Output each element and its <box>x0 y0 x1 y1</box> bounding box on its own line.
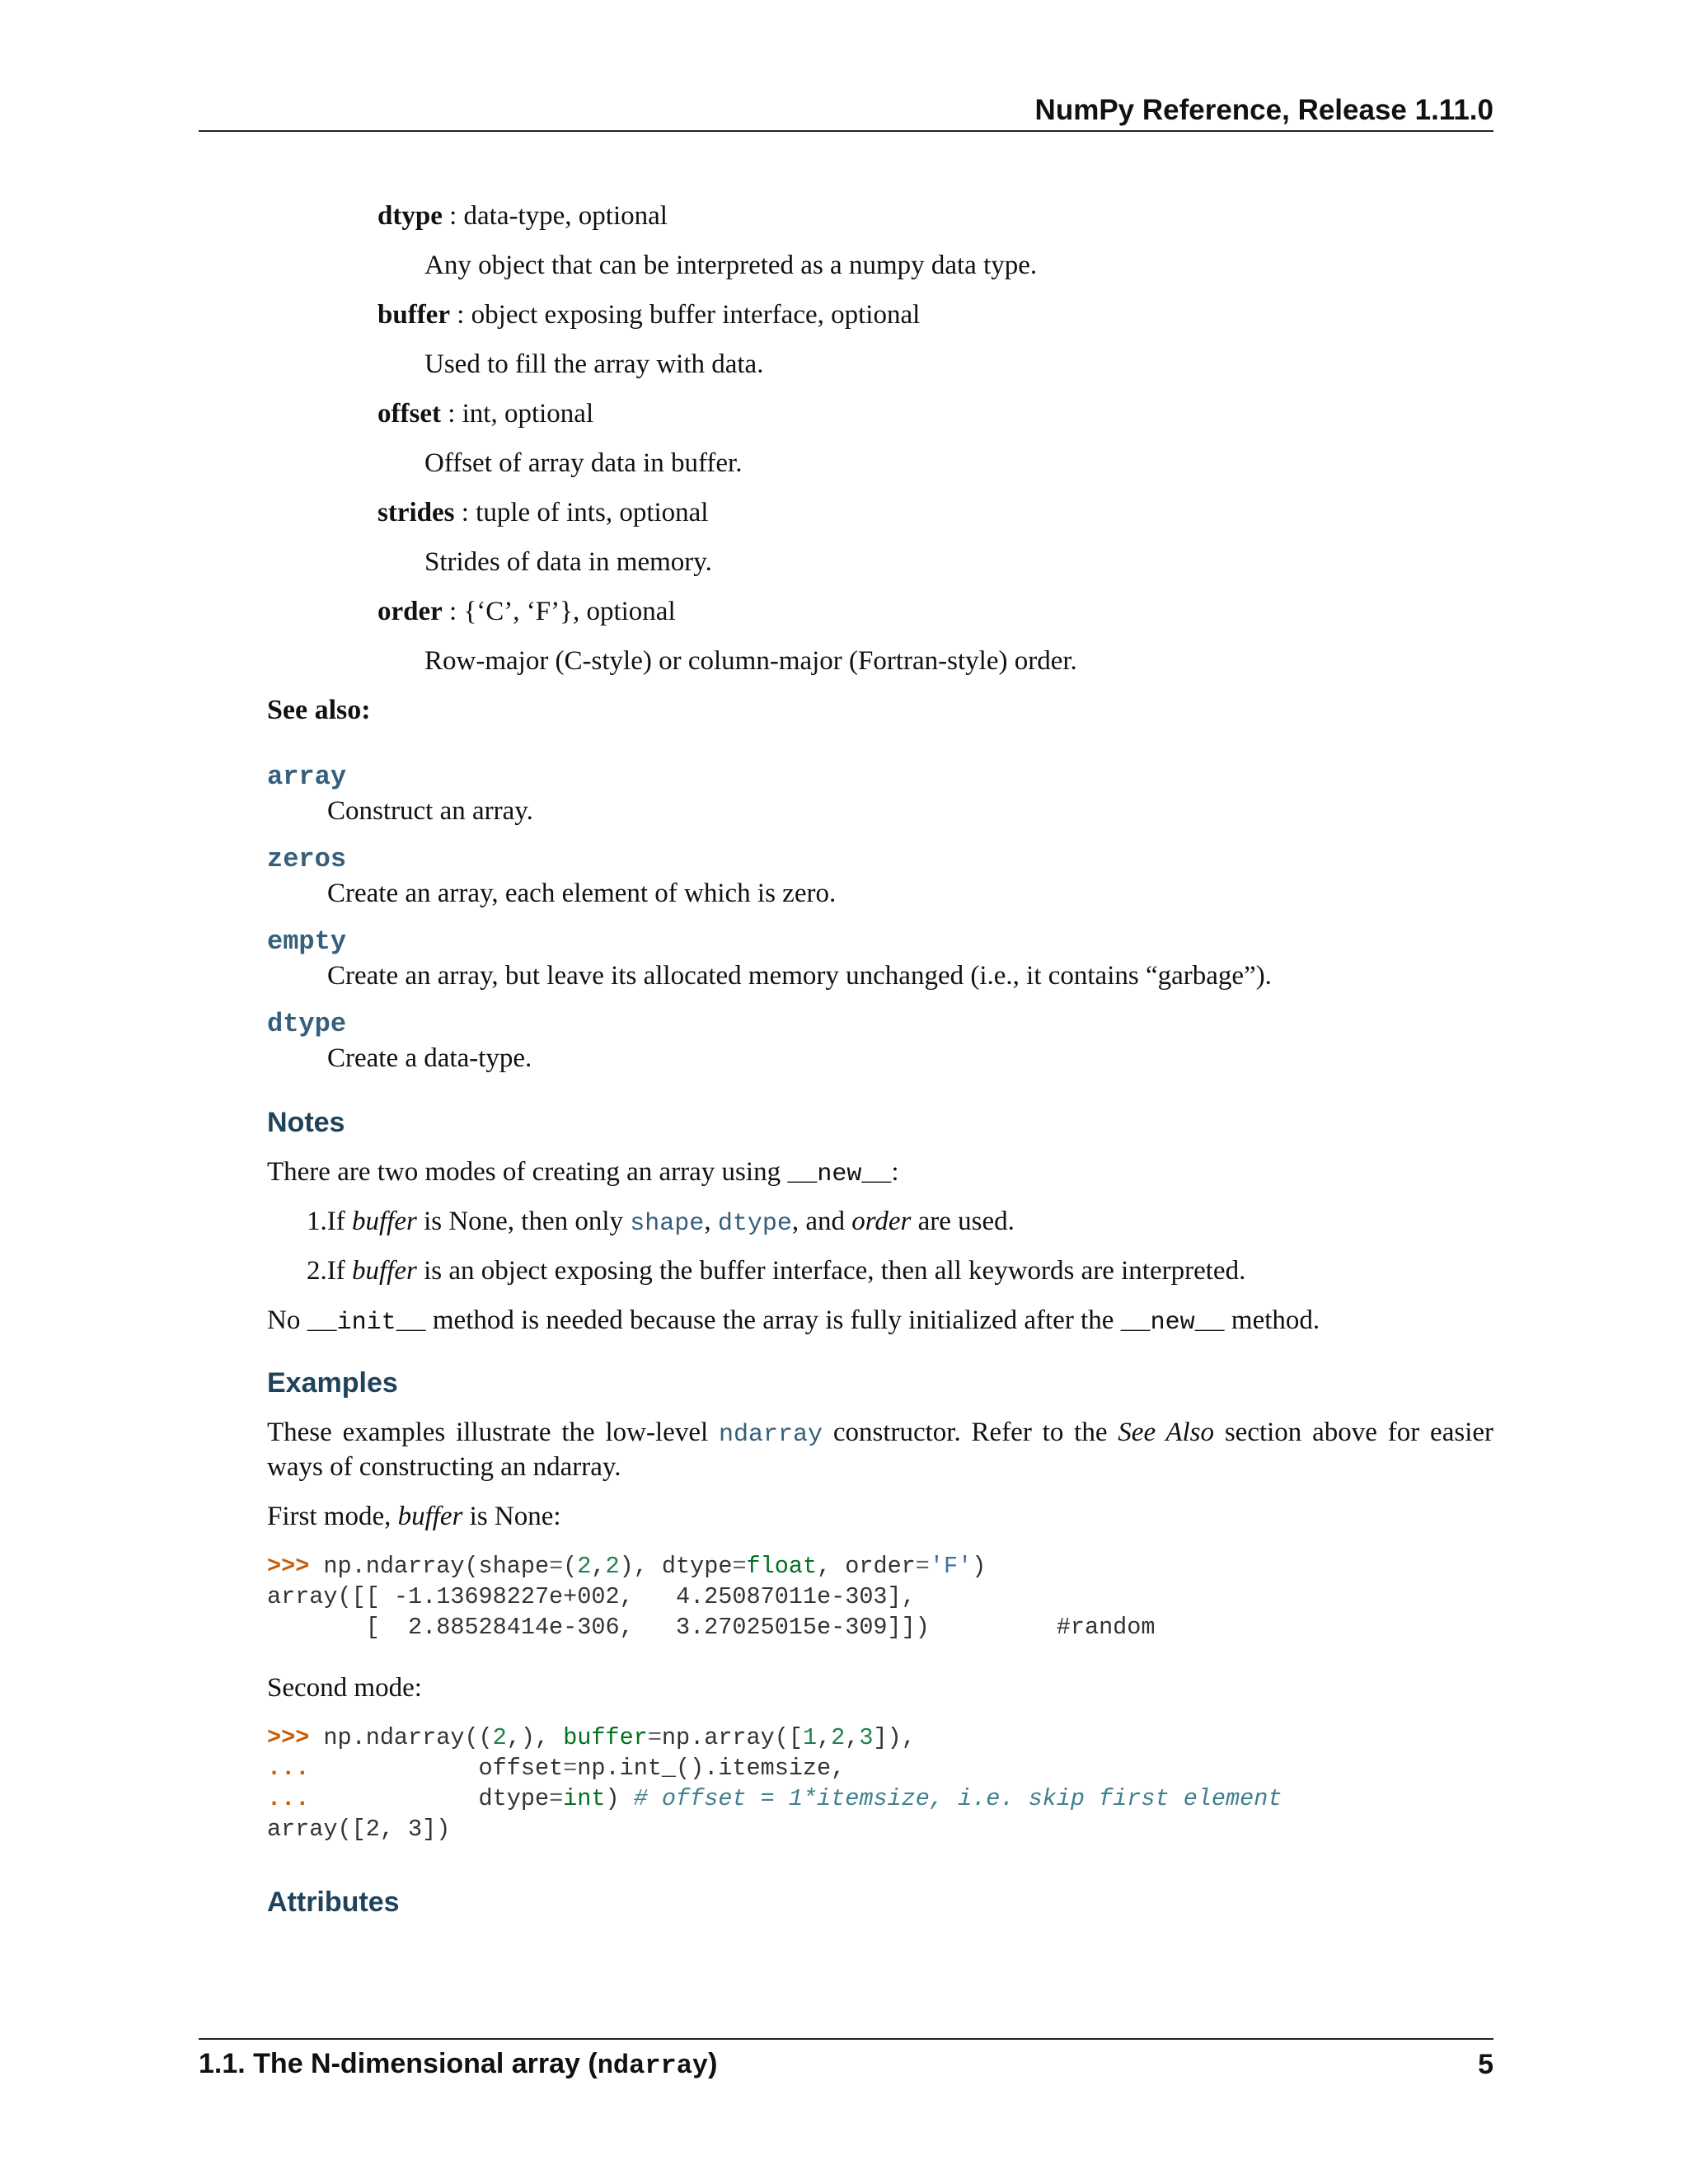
link-shape[interactable]: shape <box>630 1210 705 1238</box>
continuation-prompt: ... <box>267 1755 310 1782</box>
param-name: offset <box>377 399 441 429</box>
code-text: offset <box>309 1755 564 1782</box>
string: 'F' <box>929 1553 973 1580</box>
param-dtype <box>377 198 668 234</box>
link-dtype[interactable]: dtype <box>717 1210 792 1238</box>
param-desc: Row-major (C-style) or column-major (Fortran-style) order. <box>424 646 1077 676</box>
param-desc: Offset of array data in buffer. <box>424 448 743 478</box>
notes-heading: Notes <box>267 1107 345 1138</box>
code-text: , order <box>817 1553 916 1580</box>
param-type: : data-type, optional <box>442 201 668 231</box>
number: 1 <box>802 1724 818 1751</box>
examples-intro-line2: ways of constructing an ndarray. <box>267 1452 621 1482</box>
param-type: : {‘C’, ‘F’}, optional <box>442 597 676 626</box>
operator: = <box>549 1785 564 1812</box>
code-text: np.ndarray(( <box>309 1724 493 1751</box>
code-text: ( <box>563 1553 578 1580</box>
examples-heading: Examples <box>267 1367 398 1399</box>
emphasis: buffer <box>351 1256 417 1286</box>
see-also-link-zeros[interactable]: zeros <box>267 844 347 874</box>
emphasis: buffer <box>397 1502 463 1531</box>
text: , <box>704 1207 718 1236</box>
examples-intro-line1 <box>267 1414 1493 1453</box>
builtin: float <box>746 1553 818 1580</box>
inline-code: __new__ <box>1120 1309 1225 1337</box>
text: No <box>267 1305 307 1335</box>
see-also-desc: Create an array, each element of which is zero. <box>327 879 837 908</box>
text: First mode, <box>267 1502 398 1531</box>
text: 2.If <box>307 1256 352 1286</box>
operator: = <box>549 1553 564 1580</box>
page-number: 5 <box>1478 2048 1493 2080</box>
inline-code: __init__ <box>307 1309 426 1337</box>
param-desc: Any object that can be interpreted as a numpy data type. <box>424 251 1038 280</box>
emphasis: See Also <box>1118 1418 1214 1447</box>
text: These examples illustrate the low-level <box>267 1418 719 1447</box>
text: constructor. Refer to the <box>823 1418 1118 1447</box>
number: 2 <box>831 1724 846 1751</box>
text: is an object exposing the buffer interface, then all keywords are interpreted. <box>416 1256 1246 1286</box>
inline-code: __new__ <box>787 1160 892 1188</box>
param-desc: Strides of data in memory. <box>424 547 712 577</box>
text: , and <box>791 1207 852 1236</box>
notes-item-1 <box>307 1203 1015 1242</box>
link-ndarray[interactable]: ndarray <box>718 1421 823 1449</box>
param-name: dtype <box>377 201 443 231</box>
operator: = <box>647 1724 662 1751</box>
text: : <box>891 1157 899 1187</box>
number: 2 <box>492 1724 507 1751</box>
output-line: array([2, 3]) <box>267 1816 451 1843</box>
number: 3 <box>859 1724 874 1751</box>
see-also-desc: Construct an array. <box>327 796 533 826</box>
param-desc: Used to fill the array with data. <box>424 349 764 379</box>
see-also-heading: See also: <box>267 695 371 725</box>
text: section above for easier <box>1214 1418 1493 1447</box>
text: are used. <box>911 1207 1015 1236</box>
first-mode-label <box>267 1498 561 1535</box>
code-text: np.int_().itemsize, <box>577 1755 846 1782</box>
attributes-heading: Attributes <box>267 1886 400 1918</box>
see-also-link-array[interactable]: array <box>267 762 347 792</box>
prompt: >>> <box>267 1724 310 1751</box>
operator: = <box>915 1553 930 1580</box>
comment: # offset = 1*itemsize, i.e. skip first element <box>633 1785 1282 1812</box>
code-text: dtype <box>309 1785 550 1812</box>
number: 2 <box>577 1553 592 1580</box>
second-mode-label: Second mode: <box>267 1673 422 1703</box>
code-text: np.array([ <box>661 1724 803 1751</box>
code-block-1 <box>267 1551 1155 1643</box>
code-text: ,), <box>506 1724 564 1751</box>
keyword-arg: buffer <box>563 1724 648 1751</box>
number: 2 <box>605 1553 620 1580</box>
notes-final <box>267 1302 1320 1341</box>
code-text: ]), <box>873 1724 916 1751</box>
inline-code: ndarray <box>597 2050 709 2081</box>
see-also-desc: Create an array, but leave its allocated memory unchanged (i.e., it contains “garbage”). <box>327 961 1272 991</box>
code-block-2 <box>267 1722 1282 1844</box>
param-name: order <box>377 597 443 626</box>
footer-section <box>199 2048 717 2081</box>
code-text: ) <box>605 1785 634 1812</box>
param-buffer <box>377 297 920 333</box>
param-type: : int, optional <box>440 399 594 429</box>
notes-item-2 <box>307 1253 1245 1289</box>
text: 1.1. The N-dimensional array ( <box>199 2048 598 2079</box>
notes-intro <box>267 1154 899 1193</box>
text: method. <box>1224 1305 1320 1335</box>
emphasis: buffer <box>351 1207 417 1236</box>
code-text: , <box>817 1724 832 1751</box>
text: There are two modes of creating an array using <box>267 1157 788 1187</box>
text: is None, then only <box>416 1207 631 1236</box>
param-name: strides <box>377 498 455 527</box>
code-text: , <box>591 1553 606 1580</box>
param-strides <box>377 494 708 531</box>
param-order <box>377 593 676 630</box>
emphasis: order <box>851 1207 912 1236</box>
see-also-link-empty[interactable]: empty <box>267 926 347 957</box>
text: method is needed because the array is fully initialized after the <box>425 1305 1121 1335</box>
text: ) <box>708 2048 718 2079</box>
text: 1.If <box>307 1207 352 1236</box>
code-text: np.ndarray(shape <box>309 1553 550 1580</box>
output-line: array([[ -1.13698227e+002, 4.25087011e-303], <box>267 1583 916 1610</box>
footer-rule <box>199 2038 1493 2040</box>
prompt: >>> <box>267 1553 310 1580</box>
output-line: [ 2.88528414e-306, 3.27025015e-309]]) #random <box>267 1614 1156 1641</box>
param-name: buffer <box>377 300 450 330</box>
builtin: int <box>563 1785 606 1812</box>
operator: = <box>732 1553 747 1580</box>
operator: = <box>563 1755 578 1782</box>
text: is None: <box>462 1502 561 1531</box>
param-type: : tuple of ints, optional <box>454 498 709 527</box>
running-header: NumPy Reference, Release 1.11.0 <box>1034 94 1493 126</box>
param-type: : object exposing buffer interface, optional <box>449 300 921 330</box>
running-footer <box>199 2042 1493 2087</box>
continuation-prompt: ... <box>267 1785 310 1812</box>
see-also-desc: Create a data-type. <box>327 1043 532 1073</box>
code-text: , <box>845 1724 860 1751</box>
code-text: ) <box>972 1553 987 1580</box>
code-text: ), dtype <box>619 1553 733 1580</box>
param-offset <box>377 396 593 432</box>
header-rule <box>199 130 1493 132</box>
see-also-link-dtype[interactable]: dtype <box>267 1009 347 1039</box>
